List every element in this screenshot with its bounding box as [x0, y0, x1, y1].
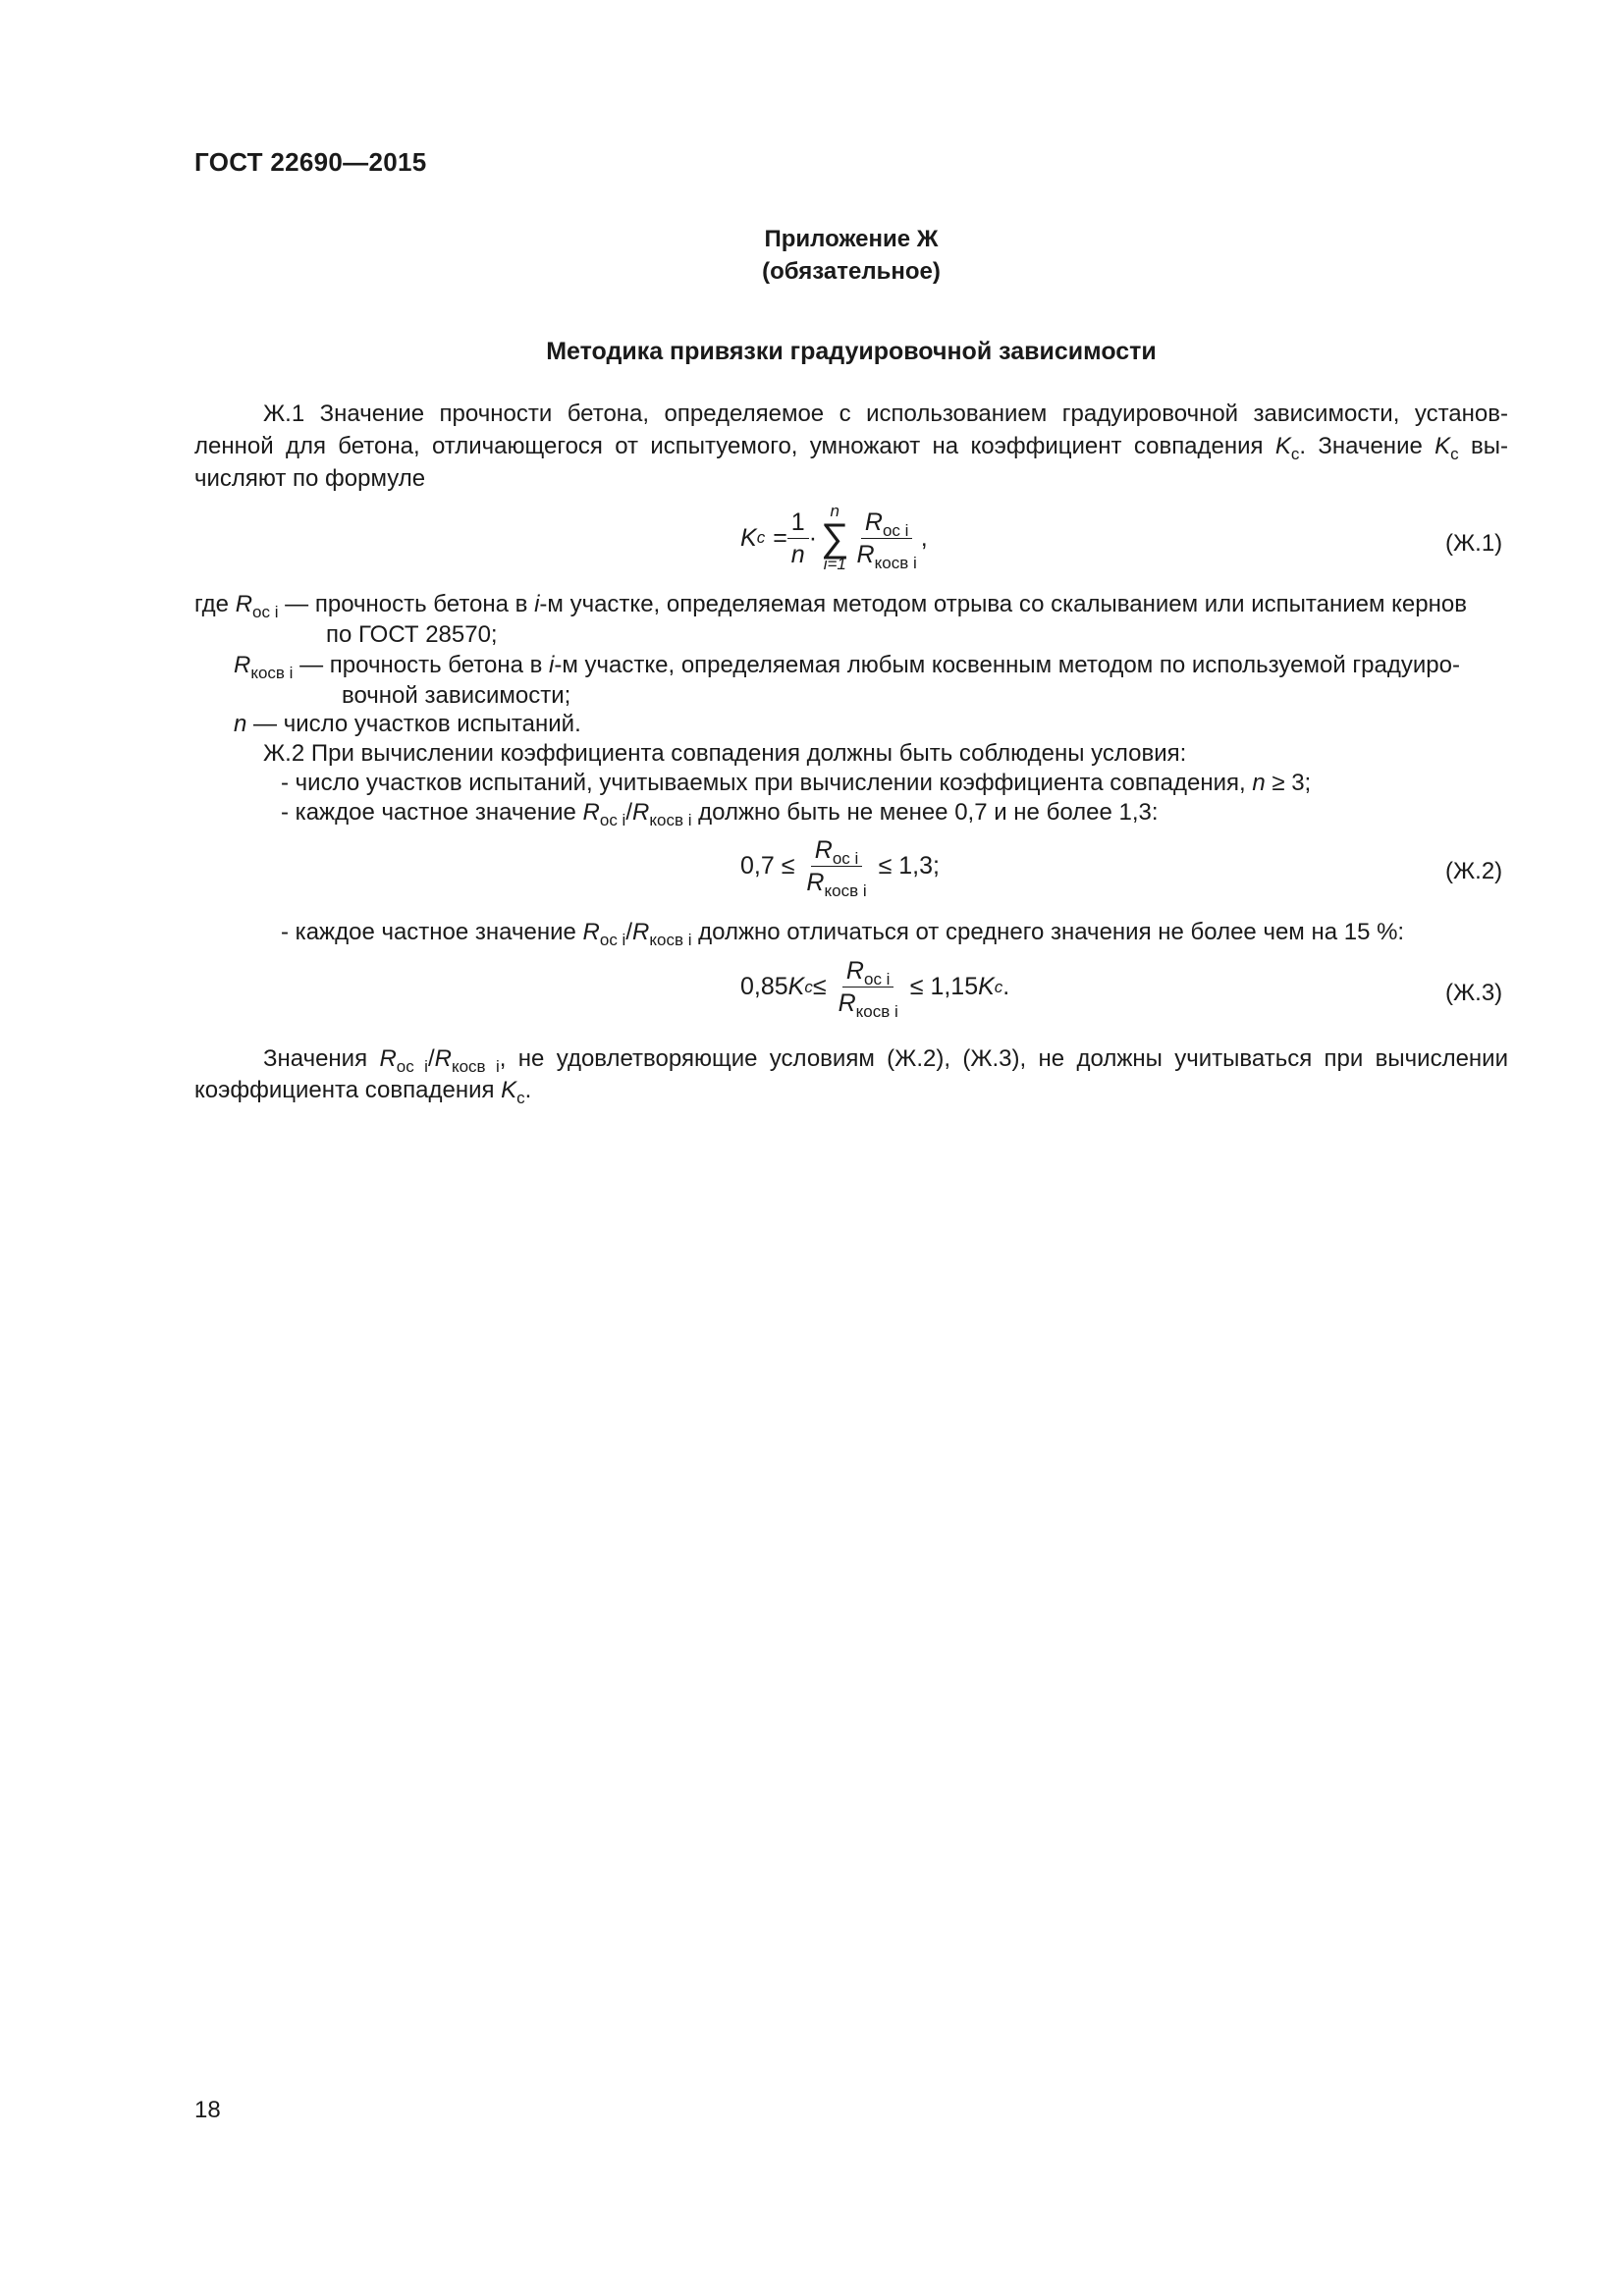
para2-condition1: - число участков испытаний, учитываемых при вычислении коэффициента совпадения, n ≥ 3; — [281, 770, 1312, 796]
para1-line3: числяют по формуле — [194, 465, 426, 492]
equation-number-zh3: (Ж.3) — [1445, 980, 1503, 1006]
page-number: 18 — [194, 2097, 221, 2123]
para2-intro: Ж.2 При вычислении коэффициента совпадения должны быть соблюдены условия: — [263, 740, 1187, 767]
para1-line2: ленной для бетона, отличающегося от испытуемого, умножают на коэффициент совпадения $K_c$. Значение $K_c$ вы- — [194, 433, 1508, 463]
para1-line1: Ж.1 Значение прочности бетона, определяемое с использованием градуировочной зависимости, установ- — [263, 400, 1508, 427]
equation-number-zh1: (Ж.1) — [1445, 530, 1503, 557]
equation-zh3: 0,85 K c ≤ $\frac{R_{ос i}}{R_{косв i}}$ ≤ 1,15 K c . — [740, 957, 1010, 1021]
equation-number-zh2: (Ж.2) — [1445, 858, 1503, 884]
def-r-kosv: $R_{косв i}$ — прочность бетона в i-м участке, определяемая любым косвенным методом по используемой градуиро- — [234, 652, 1460, 682]
equation-zh2: 0,7 ≤ $\frac{R_{ос i}}{R_{косв i}}$ ≤ 1,3; — [740, 836, 940, 900]
equation-zh1: K c = $\frac{1}{n}$ · n ∑ i=1 $\frac{R_{ос i}}{R_{косв i}}$ , — [740, 502, 928, 573]
summation-sign: n ∑ i=1 — [821, 502, 849, 573]
def-r-os: где $R_{ос i}$ — прочность бетона в i-м участке, определяемая методом отрыва со скалыванием или испытанием кернов — [194, 591, 1467, 621]
para3-line2: коэффициента совпадения $K_c$. — [194, 1077, 532, 1107]
def-r-os-line2: по ГОСТ 28570; — [326, 621, 498, 648]
appendix-status: (обязательное) — [762, 258, 941, 285]
para2-condition2: - каждое частное значение $R_{ос i}/R_{косв i}$ должно быть не менее 0,7 и не более 1,3: — [281, 799, 1159, 829]
document-id: ГОСТ 22690—2015 — [194, 147, 427, 177]
appendix-title: Приложение Ж — [764, 226, 939, 252]
appendix-heading: Методика привязки градуировочной зависимости — [546, 338, 1157, 365]
def-r-kosv-line2: вочной зависимости; — [342, 682, 571, 709]
para2-condition3: - каждое частное значение $R_{ос i}/R_{косв i}$ должно отличаться от среднего значения не более чем на 15 %: — [281, 919, 1405, 949]
para3-line1: Значения $R_{ос i}/R_{косв i}$, не удовлетворяющие условиям (Ж.2), (Ж.3), не должны учитываться при вычислении — [263, 1045, 1508, 1076]
def-n: n — число участков испытаний. — [234, 711, 581, 737]
